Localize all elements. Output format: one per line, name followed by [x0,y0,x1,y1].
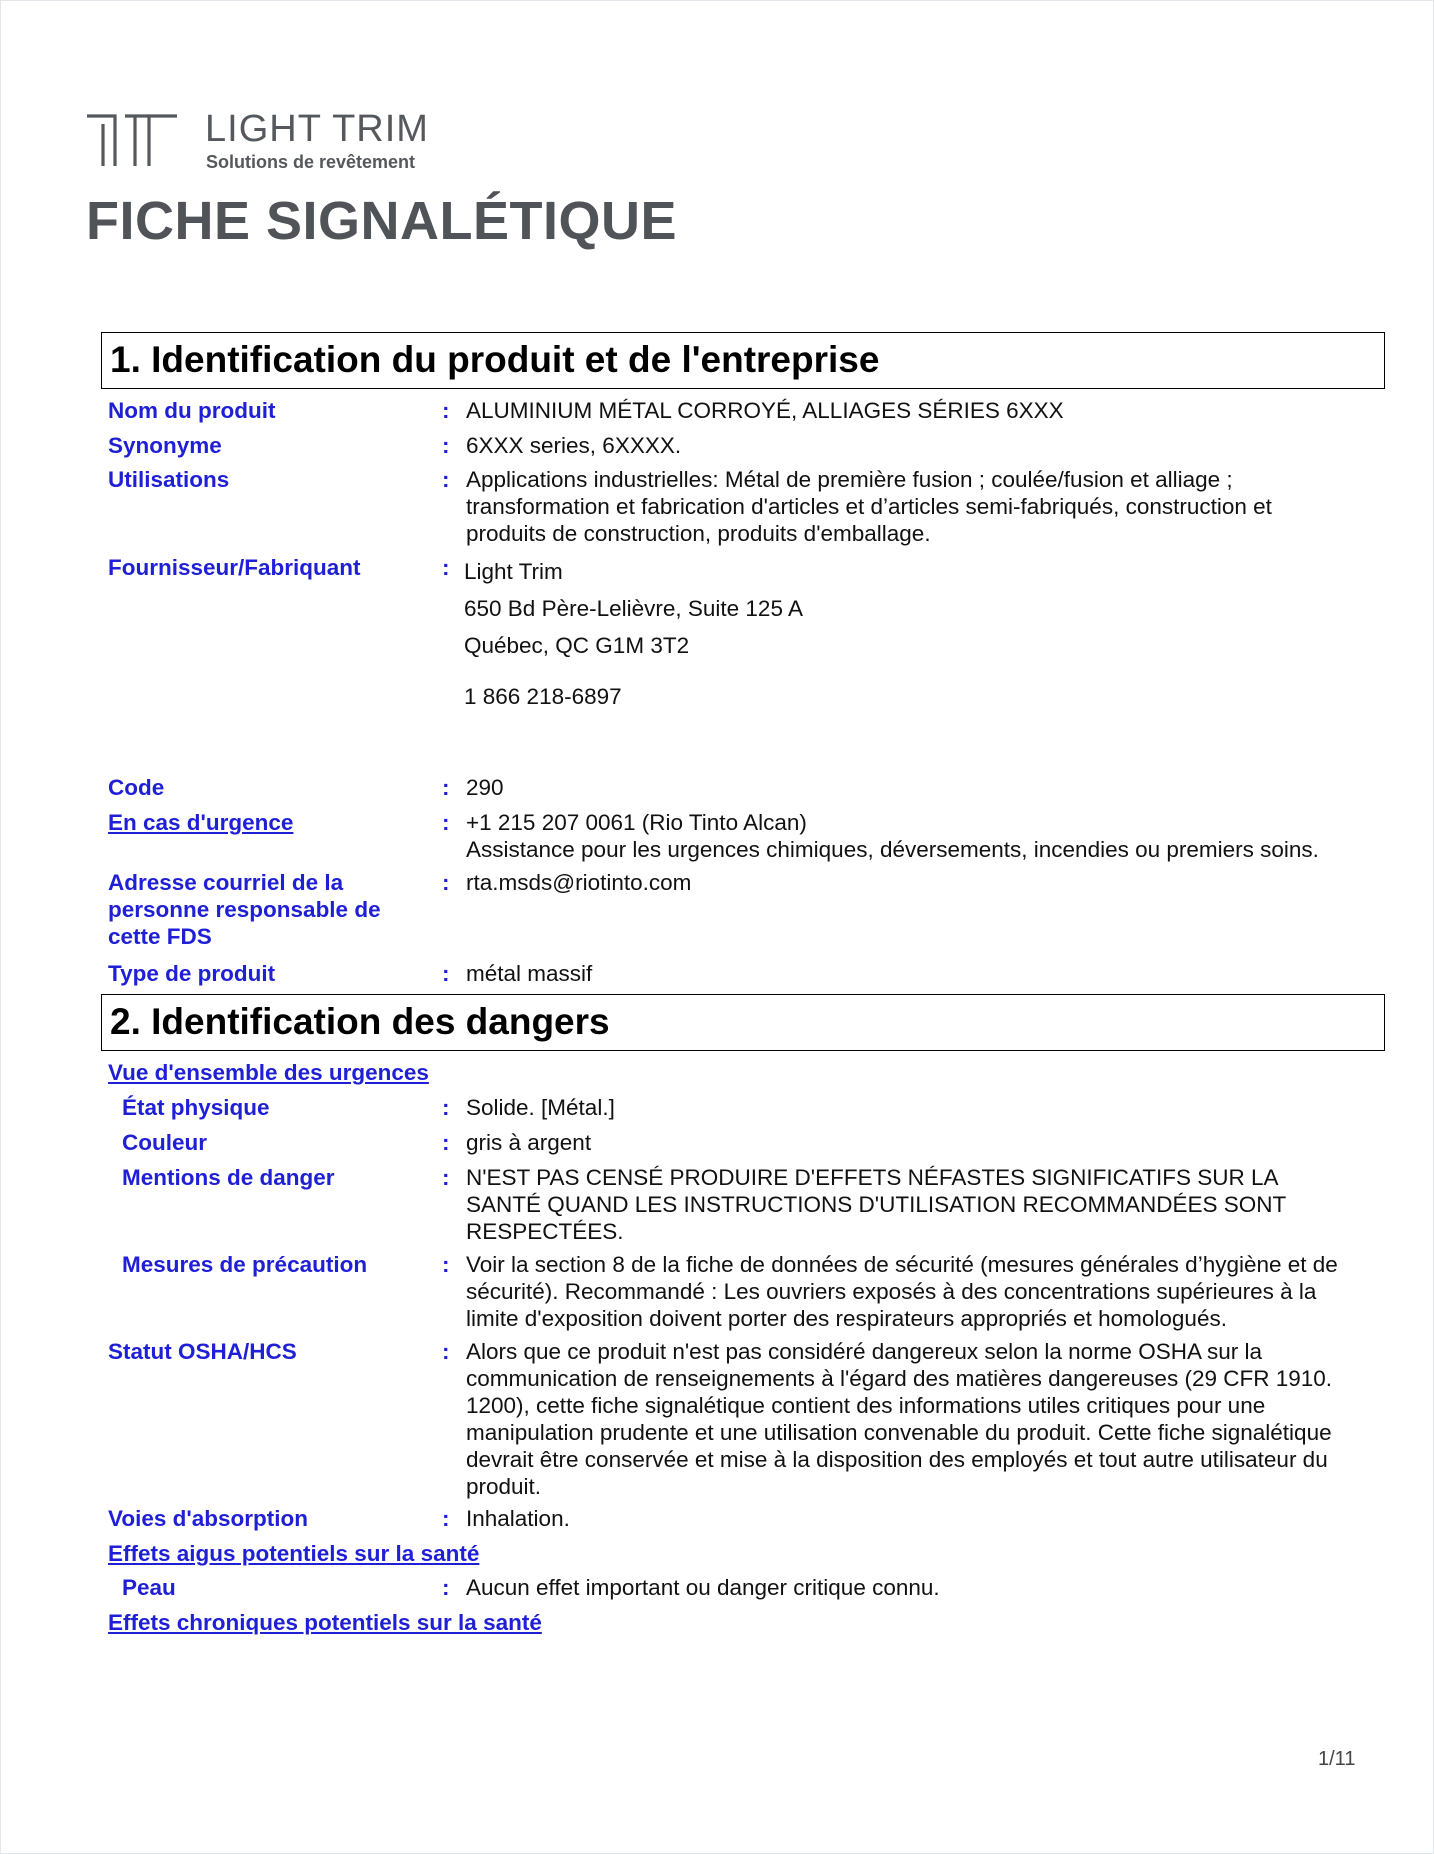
colon: : [442,810,450,835]
value-hazard-statements [466,1164,1434,1245]
value-code: 290 [466,775,504,800]
label-code: Code [108,775,165,800]
value-precautions [466,1251,1434,1332]
emergency-assistance: Assistance pour les urgences chimiques, déversements, incendies ou premiers soins. [466,837,1319,862]
value-routes: Inhalation. [466,1506,570,1531]
label-osha-status: Statut OSHA/HCS [108,1339,297,1364]
label-email-line: cette FDS [108,924,212,949]
precaution-line: sécurité). Recommandé : Les ouvriers exposés à des concentrations supérieures à la [466,1279,1317,1304]
label-email-line: Adresse courriel de la [108,870,344,895]
brand-tagline: Solutions de revêtement [206,152,416,172]
document-title: FICHE SIGNALÉTIQUE [86,191,678,251]
osha-line: 1200), cette fiche signalétique contient des informations utiles critiques pour une [466,1393,1266,1418]
section-1-heading: 1. Identification du produit et de l'entreprise [101,332,1385,389]
label-hazard-statements: Mentions de danger [122,1165,335,1190]
row-hazard-statements [108,1164,1378,1246]
label-product-name: Nom du produit [108,398,276,423]
colon: : [442,1339,450,1364]
value-uses [466,466,1434,547]
label-routes: Voies d'absorption [108,1506,308,1531]
colon: : [442,1506,450,1531]
osha-line: manipulation prudente et une utilisation convenable du produit. Cette fiche signalétique [466,1420,1332,1445]
hazard-line: N'EST PAS CENSÉ PRODUIRE D'EFFETS NÉFASTES SIGNIFICATIFS SUR LA [466,1165,1279,1190]
colon: : [442,1575,450,1600]
precaution-line: Voir la section 8 de la fiche de données de sécurité (mesures générales d’hygiène et de [466,1252,1338,1277]
link-acute-effects[interactable]: Effets aigus potentiels sur la santé [108,1541,480,1566]
uses-line: transformation et fabrication d'articles et d’articles semi-fabriqués, construction et [466,494,1272,519]
label-product-type: Type de produit [108,961,276,986]
uses-line: produits de construction, produits d'emballage. [466,521,931,546]
supplier-company: Light Trim [464,559,563,584]
value-product-type: métal massif [466,961,593,986]
brand-name: LIGHT TRIM [205,108,429,150]
row-supplier [108,554,1378,714]
colon: : [442,1130,450,1155]
row-precautions [108,1251,1378,1333]
label-skin: Peau [122,1575,176,1600]
value-osha-status [466,1338,1434,1500]
hazard-line: SANTÉ QUAND LES INSTRUCTIONS D'UTILISATION RECOMMANDÉES SONT [466,1192,1287,1217]
row-emergency [108,809,1378,865]
colon: : [442,398,450,423]
page-number: 1/11 [1318,1748,1356,1770]
row-email [108,869,1378,953]
colon: : [442,467,450,492]
precaution-line: limite d'exposition doivent porter des respirateurs appropriés et homologués. [466,1306,1227,1331]
link-emergency[interactable]: En cas d'urgence [108,810,294,835]
colon: : [442,775,450,800]
section-2-heading: 2. Identification des dangers [101,994,1385,1051]
value-skin: Aucun effet important ou danger critique connu. [466,1575,940,1600]
value-physical-state: Solide. [Métal.] [466,1095,615,1120]
label-email [108,869,428,950]
value-email: rta.msds@riotinto.com [466,870,692,895]
link-emergency-overview[interactable]: Vue d'ensemble des urgences [108,1060,429,1085]
brand-logo [85,108,505,174]
label-synonym: Synonyme [108,433,222,458]
label-physical-state: État physique [122,1095,270,1120]
label-color: Couleur [122,1130,208,1155]
supplier-address-1: 650 Bd Père-Lelièvre, Suite 125 A [464,596,803,621]
colon: : [442,555,450,580]
value-color: gris à argent [466,1130,592,1155]
colon: : [442,1165,450,1190]
label-uses: Utilisations [108,467,230,492]
hazard-line: RESPECTÉES. [466,1219,624,1244]
row-osha-status [108,1338,1378,1502]
supplier-address-2: Québec, QC G1M 3T2 [464,633,690,658]
value-synonym: 6XXX series, 6XXXX. [466,433,682,458]
osha-line: Alors que ce produit n'est pas considéré dangereux selon la norme OSHA sur la [466,1339,1262,1364]
link-chronic-effects[interactable]: Effets chroniques potentiels sur la santé [108,1610,542,1635]
label-precautions: Mesures de précaution [122,1252,368,1277]
osha-line: produit. [466,1474,542,1499]
value-product-name: ALUMINIUM MÉTAL CORROYÉ, ALLIAGES SÉRIES 6XXX [466,398,1064,423]
colon: : [442,961,450,986]
supplier-phone: 1 866 218-6897 [464,684,622,709]
uses-line: Applications industrielles: Métal de première fusion ; coulée/fusion et alliage ; [466,467,1233,492]
value-emergency [466,809,1434,863]
osha-line: communication de renseignements à l'égard des matières dangereuses (29 CFR 1910. [466,1366,1333,1391]
colon: : [442,870,450,895]
osha-line: devrait être conservée et mise à la disposition des employés et tout autre utilisateur du [466,1447,1328,1472]
colon: : [442,433,450,458]
colon: : [442,1252,450,1277]
label-supplier: Fournisseur/Fabriquant [108,555,361,580]
light-trim-logo-mark-icon [85,112,181,168]
emergency-phone: +1 215 207 0061 (Rio Tinto Alcan) [466,810,807,835]
colon: : [442,1095,450,1120]
label-email-line: personne responsable de [108,897,381,922]
row-uses [108,466,1378,548]
